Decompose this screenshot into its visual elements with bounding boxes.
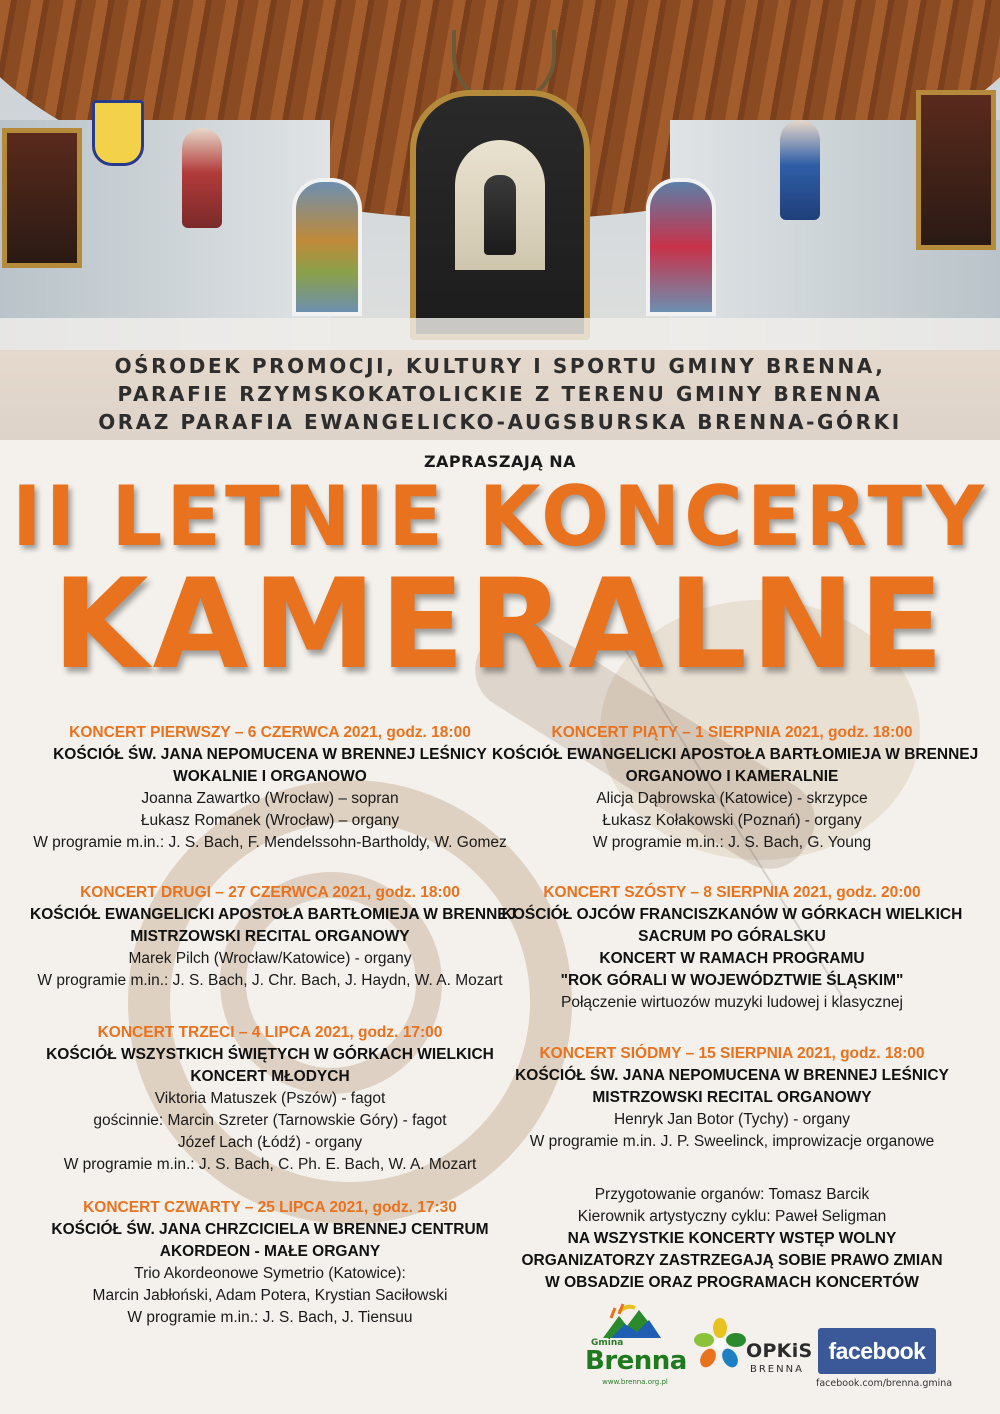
concert-heading: KONCERT SZÓSTY – 8 SIERPNIA 2021, godz. 20:00 [543,884,921,901]
concert-line: Marcin Jabłoński, Adam Potera, Krystian Saciłowski [92,1287,448,1304]
statue-right [780,120,820,220]
concert-7 [492,1043,972,1153]
concert-subtitle: KONCERT W RAMACH PROGRAMU [599,950,865,967]
statue-left [182,128,222,228]
concert-6 [492,882,972,1014]
concert-subtitle: SACRUM PO GÓRALSKU [638,928,826,945]
concert-subtitle: "ROK GÓRALI W WOJEWÓDZTWIE ŚLĄSKIM" [560,972,904,989]
concert-line: W programie m.in.: J. S. Bach, J. Chr. Bach, J. Haydn, W. A. Mozart [37,972,503,989]
concert-line: W programie m.in.: J. S. Bach, J. Tiensuu [127,1309,413,1326]
concert-heading: KONCERT PIERWSZY – 6 CZERWCA 2021, godz. 18:00 [69,724,471,741]
concert-line: Połączenie wirtuozów muzyki ludowej i klasycznej [561,994,903,1011]
concert-venue: KOŚCIÓŁ ŚW. JANA CHRZCICIELA W BRENNEJ CENTRUM [51,1221,489,1238]
concert-venue: KOŚCIÓŁ EWANGELICKI APOSTOŁA BARTŁOMIEJA W BRENNEJ [492,746,979,763]
brenna-logo-small: Gmina [591,1338,624,1348]
info-notice: ORGANIZATORZY ZASTRZEGAJĄ SOBIE PRAWO ZMIAN [521,1252,943,1269]
icon-painting-left [2,128,82,268]
opkis-flower-icon [694,1318,746,1370]
organizer-line: PARAFIE RZYMSKOKATOLICKIE Z TERENU GMINY BRENNA [117,382,883,406]
papal-coat-of-arms-icon [92,100,144,166]
concert-venue: KOŚCIÓŁ EWANGELICKI APOSTOŁA BARTŁOMIEJA W BRENNEJ [30,906,517,923]
concert-2 [30,882,517,992]
concert-line: Łukasz Kołakowski (Poznań) - organy [602,812,862,829]
concert-venue: KOŚCIÓŁ ŚW. JANA NEPOMUCENA W BRENNEJ LEŚNICY [515,1067,949,1084]
facebook-url: facebook.com/brenna.gmina [816,1378,953,1389]
organizational-info [492,1184,972,1294]
concert-venue: KOŚCIÓŁ WSZYSTKICH ŚWIĘTYCH W GÓRKACH WIELKICH [46,1046,494,1063]
gmina-brenna-logo[interactable] [585,1300,685,1390]
concert-subtitle: MISTRZOWSKI RECITAL ORGANOWY [130,928,410,945]
concert-line: Viktoria Matuszek (Pszów) - fagot [154,1090,386,1107]
title-line-1: II LETNIE KONCERTY [11,468,989,565]
concert-heading: KONCERT TRZECI – 4 LIPCA 2021, godz. 17:00 [97,1024,443,1041]
concert-subtitle: KONCERT MŁODYCH [190,1068,350,1085]
icon-painting-right [916,90,996,250]
opkis-logo[interactable] [692,1312,813,1392]
concert-subtitle: WOKALNIE I ORGANOWO [173,768,367,785]
church-interior-photo [0,0,1000,440]
concert-heading: KONCERT SIÓDMY – 15 SIERPNIA 2021, godz. 18:00 [539,1045,925,1062]
concert-line: Alicja Dąbrowska (Katowice) - skrzypce [596,790,868,807]
concert-line: W programie m.in.: J. S. Bach, F. Mendelssohn-Bartholdy, W. Gomez [33,834,507,851]
opkis-logo-word: OPKiS [746,1340,813,1362]
facebook-icon [818,1328,936,1374]
opkis-logo-sub: BRENNA [750,1364,804,1375]
info-line: Kierownik artystyczny cyklu: Paweł Seligman [577,1208,887,1225]
organizers [0,352,1000,436]
organizer-line: ORAZ PARAFIA EWANGELICKO-AUGSBURSKA BRENNA-GÓRKI [98,410,902,434]
concert-heading: KONCERT PIĄTY – 1 SIERPNIA 2021, godz. 18:00 [551,724,913,741]
facebook-logo[interactable] [816,1328,953,1398]
concert-4 [30,1197,510,1329]
invite-text: ZAPRASZAJĄ NA [423,452,577,471]
concert-venue: KOŚCIÓŁ ŚW. JANA NEPOMUCENA W BRENNEJ LEŚNICY [53,746,487,763]
info-notice: NA WSZYSTKIE KONCERTY WSTĘP WOLNY [567,1230,897,1247]
facebook-logo-word: facebook [828,1338,926,1364]
concert-venue: KOŚCIÓŁ OJCÓW FRANCISZKANÓW W GÓRKACH WIELKICH [501,906,963,923]
concert-1 [30,722,510,854]
concert-heading: KONCERT DRUGI – 27 CZERWCA 2021, godz. 18:00 [80,884,460,901]
concert-line: Joanna Zawartko (Wrocław) – sopran [141,790,399,807]
info-line: Przygotowanie organów: Tomasz Barcik [594,1186,870,1203]
concert-heading: KONCERT CZWARTY – 25 LIPCA 2021, godz. 17:30 [83,1199,457,1216]
concert-line: W programie m.in.: J. S. Bach, C. Ph. E. Bach, W. A. Mozart [63,1156,477,1173]
stained-glass-window-right [646,178,716,316]
stained-glass-window-left [292,178,362,316]
concert-subtitle: ORGANOWO I KAMERALNIE [625,768,839,785]
concert-line: Józef Lach (Łódź) - organy [177,1134,363,1151]
concert-line: gościnnie: Marcin Szreter (Tarnowskie Góry) - fagot [93,1112,447,1129]
concert-subtitle: AKORDEON - MAŁE ORGANY [159,1243,381,1260]
concert-line: Trio Akordeonowe Symetrio (Katowice): [134,1265,406,1282]
concert-5 [492,722,979,854]
concert-line: Henryk Jan Botor (Tychy) - organy [613,1111,851,1128]
concert-3 [30,1022,510,1176]
concert-line: W programie m.in. J. P. Sweelinck, improwizacje organowe [529,1133,935,1150]
concert-subtitle: MISTRZOWSKI RECITAL ORGANOWY [592,1089,872,1106]
brenna-logo-word: Brenna [585,1346,687,1376]
concert-line: Marek Pilch (Wrocław/Katowice) - organy [128,950,412,967]
brenna-logo-url: www.brenna.org.pl [602,1378,668,1386]
concert-line: W programie m.in.: J. S. Bach, G. Young [592,834,872,851]
organizer-line: OŚRODEK PROMOCJI, KULTURY I SPORTU GMINY BRENNA, [114,354,886,378]
title-line-2: KAMERALNE [52,553,948,697]
info-notice: W OBSADZIE ORAZ PROGRAMACH KONCERTÓW [545,1274,919,1291]
altar-statue [484,175,516,255]
concert-line: Łukasz Romanek (Wrocław) – organy [140,812,400,829]
